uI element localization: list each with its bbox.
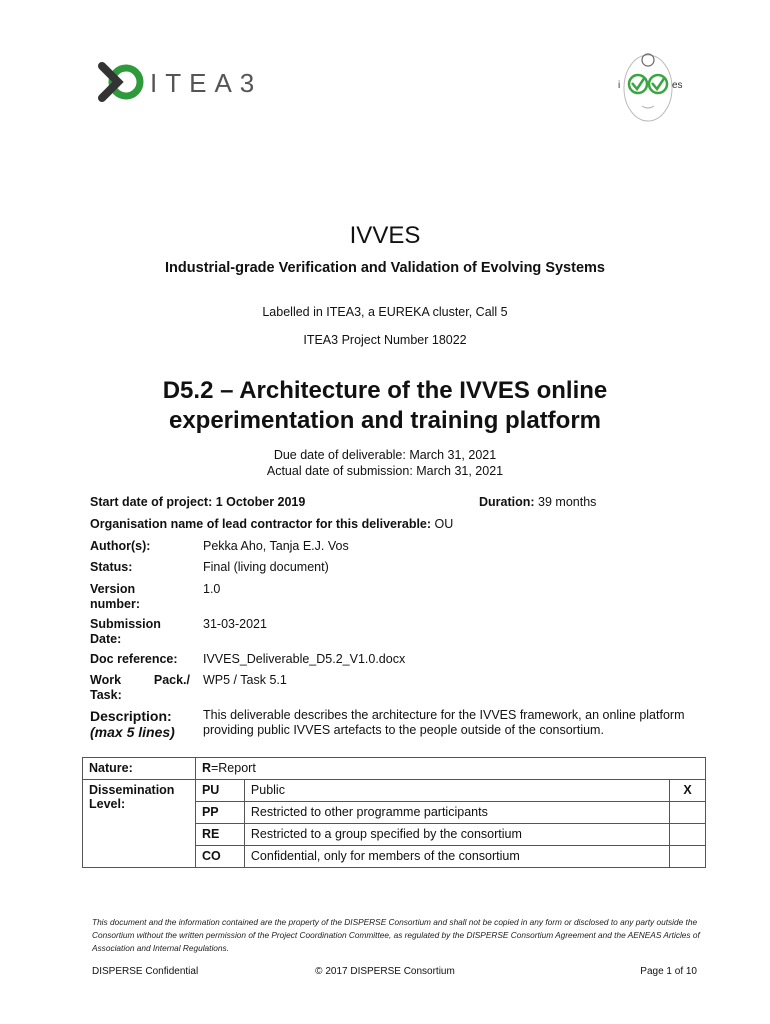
dissemination-label (83, 780, 196, 868)
nature-label: Nature: (83, 758, 196, 780)
version-label-line1: Version (90, 582, 136, 596)
actual-date: Actual date of submission: March 31, 2021 (266, 464, 504, 478)
project-number-line: ITEA3 Project Number 18022 (303, 333, 467, 347)
description-note: (max 5 lines) (90, 724, 175, 740)
svg-text:es: es (672, 80, 683, 91)
workpack-label (90, 673, 190, 703)
level-mark (670, 846, 706, 868)
footer-left: DISPERSE Confidential (92, 966, 199, 977)
org-line (90, 517, 453, 531)
level-code: PP (195, 802, 244, 824)
level-mark (670, 824, 706, 846)
workpack-label-line2: Task: (90, 688, 122, 702)
org-value: OU (434, 517, 454, 531)
docref-label: Doc reference: (90, 652, 178, 666)
status-label: Status: (90, 560, 133, 574)
deliverable-title (0, 376, 770, 436)
project-acronym: IVVES (349, 222, 421, 249)
docref-value: IVVES_Deliverable_D5.2_V1.0.docx (203, 652, 406, 666)
level-desc: Confidential, only for members of the consortium (244, 846, 669, 868)
itea3-logo (98, 60, 268, 104)
description-label-note (90, 724, 175, 740)
nature-value-cell (195, 758, 705, 780)
nature-value: =Report (210, 761, 256, 775)
level-desc: Public (244, 780, 669, 802)
level-desc: Restricted to a group specified by the consortium (244, 824, 669, 846)
nature-row (83, 758, 706, 780)
duration-label: Duration: (479, 495, 535, 509)
level-code: RE (195, 824, 244, 846)
status-value: Final (living document) (203, 560, 329, 574)
description-label (90, 708, 175, 740)
duration-value: 39 months (538, 495, 597, 509)
dissemination-label-line1: Dissemination (89, 783, 175, 797)
due-date: Due date of deliverable: March 31, 2021 (273, 448, 497, 462)
authors-label: Author(s): (90, 539, 151, 553)
version-label (90, 582, 140, 612)
deliverable-dates (0, 447, 770, 479)
deliverable-title-line1: D5.2 – Architecture of the IVVES online (162, 377, 608, 404)
workpack-label-work: Work (90, 673, 122, 687)
svg-text:i: i (618, 80, 621, 91)
version-value: 1.0 (203, 582, 221, 596)
start-date-label: Start date of project: 1 October 2019 (90, 495, 306, 509)
description-value: This deliverable describes the architecture for the IVVES framework, an online platform providing public IVVES artefacts to the people outside of the consortium. (203, 708, 685, 737)
level-mark: X (670, 780, 706, 802)
ivves-logo (612, 50, 692, 124)
version-label-line2: number: (90, 597, 140, 611)
level-mark (670, 802, 706, 824)
description-label-title: Description: (90, 708, 172, 724)
dissemination-table (82, 757, 706, 868)
deliverable-title-line2: experimentation and training platform (168, 407, 602, 434)
project-full-name: Industrial-grade Verification and Validation of Evolving Systems (165, 260, 605, 276)
authors-value: Pekka Aho, Tanja E.J. Vos (203, 539, 349, 553)
org-label: Organisation name of lead contractor for this deliverable: (90, 517, 432, 531)
dissemination-label-line2: Level: (89, 797, 126, 811)
itea3-logo-mark (98, 60, 144, 104)
workpack-label-line1 (90, 673, 190, 688)
submission-label-line2: Date: (90, 632, 122, 646)
level-code: PU (195, 780, 244, 802)
workpack-value: WP5 / Task 5.1 (203, 673, 287, 687)
table-row (83, 780, 706, 802)
submission-value: 31-03-2021 (203, 617, 267, 631)
submission-label (90, 617, 161, 647)
footer-page-number: Page 1 of 10 (640, 966, 697, 977)
level-desc: Restricted to other programme participants (244, 802, 669, 824)
footer-center: © 2017 DISPERSE Consortium (315, 966, 455, 977)
level-code: CO (195, 846, 244, 868)
nature-code: R (201, 761, 211, 775)
confidentiality-notice: This document and the information contained are the property of the DISPERSE Consortium and shall not be copied in any form or disclosed to any party outside the Consortium without the written permission of the Project Coordination Committee, as regulated by the DISPERSE Consortium Agreement and the AENEAS Articles of Association and Internal Regulations. (92, 917, 700, 953)
duration (479, 495, 596, 509)
submission-label-line1: Submission (90, 617, 161, 631)
itea3-logo-text: ITEA3 (150, 68, 263, 98)
project-label-line: Labelled in ITEA3, a EUREKA cluster, Call 5 (262, 305, 508, 319)
workpack-label-pack: Pack./ (153, 673, 190, 687)
